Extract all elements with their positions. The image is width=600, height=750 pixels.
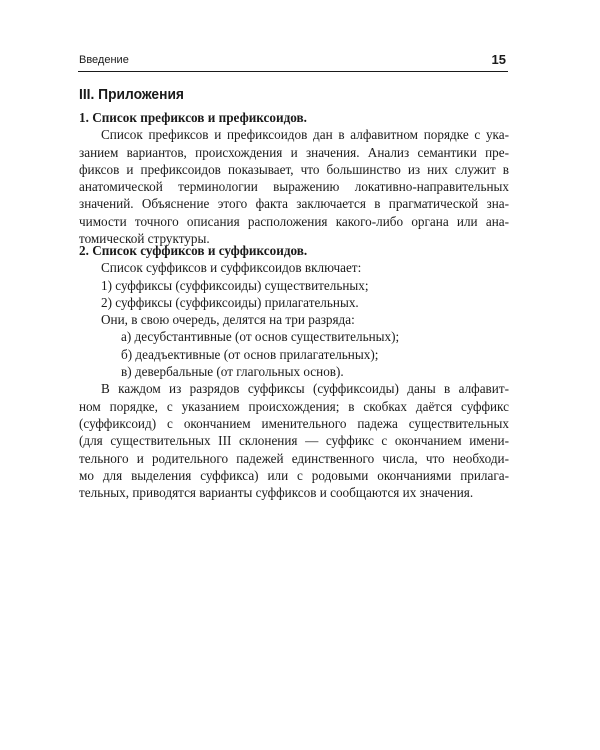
prefix-section	[79, 109, 509, 247]
prefix-paragraph-line: томической структуры.	[79, 231, 210, 247]
suffix-category-item: б) деадъективные (от основ прилагательных);	[121, 346, 379, 362]
suffix-paragraph-line: (для существительных III склонения — суффикс с окончанием имени-	[79, 433, 509, 449]
suffix-category-item: в) девербальные (от глагольных основ).	[121, 364, 344, 380]
suffix-paragraph-line: тельных, приводятся варианты суффиксов и сообщаются их значения.	[79, 485, 474, 501]
suffix-paragraph-line: В каждом из разрядов суффиксы (суффиксоиды) даны в алфавит-	[101, 381, 509, 397]
suffix-intro: Список суффиксов и суффиксоидов включает:	[101, 260, 362, 276]
running-header	[78, 52, 508, 70]
suffix-paragraph-line: (суффиксоид) с окончанием именительного падежа существительных	[79, 415, 509, 431]
suffix-section-heading: 2. Список суффиксов и суффиксоидов.	[79, 243, 308, 258]
prefix-paragraph-line: фиксов и префиксоидов показывает, что большинство из них служит в	[79, 161, 509, 177]
suffix-list-item: 1) суффиксы (суффиксоиды) существительных;	[101, 277, 369, 293]
suffix-paragraph-line: тельного и родительного падежей единственного числа, что необходи-	[79, 450, 509, 466]
prefix-paragraph-line: анатомической терминологии выражению локативно-направительных	[79, 179, 509, 195]
prefix-paragraph-line: Список префиксов и префиксоидов дан в алфавитном порядке с ука-	[101, 127, 509, 143]
prefix-paragraph-line: чимости точного описания расположения какого-либо органа или ана-	[79, 213, 509, 229]
section-title: III. Приложения	[79, 86, 184, 103]
page-number: 15	[491, 52, 506, 67]
suffix-paragraph-line: мо для выделения суффикса) или с родовыми окончаниями прилага-	[79, 467, 509, 483]
suffix-paragraph-line: ном порядке, с указанием происхождения; в скобках даётся суффикс	[79, 398, 509, 414]
suffix-category-item: а) десубстантивные (от основ существительных);	[121, 329, 400, 345]
header-divider	[78, 71, 508, 72]
prefix-section-heading: 1. Список префиксов и префиксоидов.	[79, 110, 307, 125]
prefix-paragraph-line: занием вариантов, происхождения и значения. Анализ семантики пре-	[79, 144, 509, 160]
suffix-list-item: 2) суффиксы (суффиксоиды) прилагательных.	[101, 294, 359, 310]
prefix-paragraph-line: значений. Объяснение этого факта заключается в прагматической зна-	[79, 196, 509, 212]
suffix-section	[79, 242, 509, 501]
running-header-section: Введение	[79, 54, 129, 66]
suffix-split-intro: Они, в свою очередь, делятся на три разряда:	[101, 312, 355, 328]
